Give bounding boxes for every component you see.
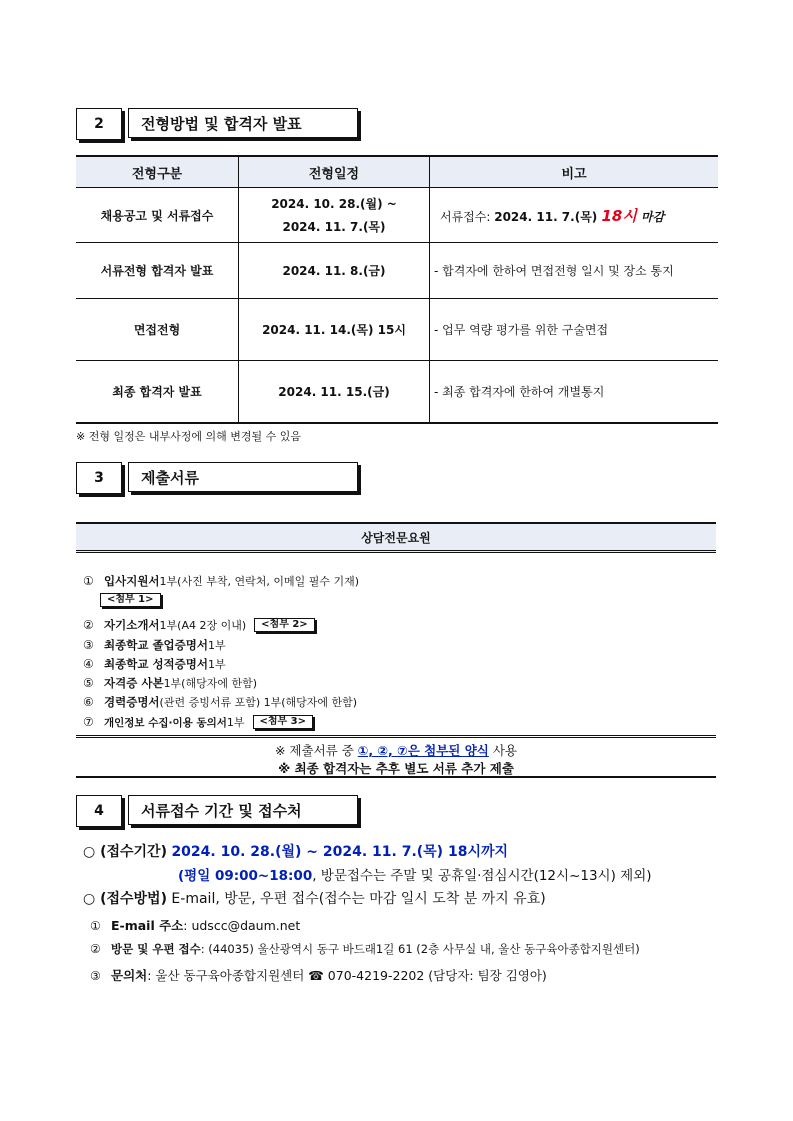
- doc-number: ①: [83, 574, 94, 588]
- contact-value: : 울산 동구육아종합지원센터 ☎ 070-4219-2202 (담당자: 팀장 김영아): [147, 968, 547, 983]
- doc-name: 경력증명서: [104, 695, 160, 709]
- doc-number: ⑤: [83, 676, 94, 690]
- note-suffix: 사용: [488, 743, 517, 758]
- note-attachments: [76, 741, 716, 759]
- note-cell: - 업무 역량 평가를 위한 구술면접: [430, 299, 719, 361]
- doc-item: [83, 573, 359, 589]
- stage-cell: 최종 합격자 발표: [76, 361, 239, 423]
- doc-number: ⑦: [83, 715, 94, 729]
- doc-detail: 1부(사진 부착, 연락처, 이메일 필수 기재): [159, 575, 359, 588]
- period-label: ○ (접수기간): [83, 844, 167, 860]
- period-sub-line: [178, 864, 652, 884]
- method-label: ○ (접수방법): [83, 891, 167, 907]
- note-deadline-time: 18시: [601, 206, 637, 225]
- contact-number: ③: [90, 969, 101, 983]
- date-line: 2024. 10. 28.(월) ~: [271, 197, 397, 211]
- note-prefix: 서류접수:: [440, 209, 495, 224]
- date-cell: [239, 188, 430, 243]
- table-header-row: [76, 156, 718, 188]
- section-title-3: 제출서류: [128, 462, 358, 492]
- header-note: 비고: [430, 156, 719, 188]
- note-cell: [430, 188, 719, 243]
- note-deadline-date: 2024. 11. 7.(목): [494, 209, 602, 224]
- doc-detail: 1부(A4 2장 이내): [159, 619, 247, 632]
- doc-name: 최종학교 성적증명서: [104, 657, 208, 671]
- stage-cell: 면접전형: [76, 299, 239, 361]
- note-highlight: ①, ②, ⑦은 첨부된 양식: [357, 743, 489, 758]
- contact-label: 문의처: [111, 968, 148, 983]
- section-number-4: 4: [76, 795, 122, 827]
- doc-item: [83, 694, 357, 710]
- contact-number: ②: [90, 942, 101, 956]
- section-title-2: 전형방법 및 합격자 발표: [128, 108, 358, 138]
- contact-number: ①: [90, 919, 101, 933]
- table-row: [76, 299, 718, 361]
- header-stage: 전형구분: [76, 156, 239, 188]
- doc-detail: 1부: [207, 658, 226, 671]
- doc-item: [83, 637, 226, 653]
- submission-notes: [76, 735, 716, 778]
- attachment-tag-2: <첨부 2>: [254, 618, 315, 632]
- doc-item: [83, 656, 226, 672]
- position-header: 상담전문요원: [76, 522, 716, 553]
- contact-item: [90, 941, 640, 957]
- contact-item: [90, 966, 547, 984]
- doc-number: ③: [83, 638, 94, 652]
- stage-cell: 서류전형 합격자 발표: [76, 243, 239, 299]
- table-row: [76, 188, 718, 243]
- doc-item: [83, 714, 313, 730]
- weekday-hours: (평일 09:00~18:00: [178, 868, 313, 884]
- doc-name: 입사지원서: [104, 574, 160, 588]
- doc-detail: 1부: [226, 716, 245, 729]
- date-cell: 2024. 11. 8.(금): [239, 243, 430, 299]
- doc-attachment-row: [92, 593, 161, 607]
- date-cell: 2024. 11. 14.(목) 15시: [239, 299, 430, 361]
- doc-name: 개인정보 수집·이용 동의서: [104, 716, 227, 729]
- contact-label: 방문 및 우편 접수: [111, 942, 201, 956]
- visit-exclusion: , 방문접수는 주말 및 공휴일·점심시간(12시~13시) 제외): [312, 868, 652, 884]
- section-number-2: 2: [76, 108, 122, 140]
- doc-item: [83, 617, 315, 633]
- stage-cell: 채용공고 및 서류접수: [76, 188, 239, 243]
- contact-value: : (44035) 울산광역시 동구 바드래1길 61 (2층 사무실 내, 울산 동구육아종합지원센터): [200, 942, 640, 956]
- method-line: [83, 888, 546, 908]
- header-date: 전형일정: [239, 156, 430, 188]
- attachment-tag-3: <첨부 3>: [253, 715, 314, 729]
- doc-number: ⑥: [83, 695, 94, 709]
- schedule-footnote: ※ 전형 일정은 내부사정에 의해 변경될 수 있음: [76, 430, 301, 443]
- doc-detail: 1부: [207, 639, 226, 652]
- period-line: [83, 841, 508, 861]
- schedule-table: [76, 155, 718, 424]
- section-title-4: 서류접수 기간 및 접수처: [128, 795, 358, 825]
- attachment-tag-1: <첨부 1>: [100, 593, 161, 607]
- doc-number: ④: [83, 657, 94, 671]
- doc-number: ②: [83, 618, 94, 632]
- contact-item: [90, 916, 300, 934]
- doc-name: 자기소개서: [104, 618, 160, 632]
- doc-name: 자격증 사본: [104, 676, 164, 690]
- table-row: [76, 243, 718, 299]
- doc-item: [83, 675, 257, 691]
- period-value: 2024. 10. 28.(월) ~ 2024. 11. 7.(목) 18시까지: [171, 844, 509, 860]
- date-line: 2024. 11. 7.(목): [282, 220, 386, 234]
- doc-detail: (관련 증빙서류 포함) 1부(해당자에 한함): [159, 696, 358, 709]
- note-suffix: 마감: [636, 209, 665, 224]
- doc-name: 최종학교 졸업증명서: [104, 638, 208, 652]
- note-cell: - 최종 합격자에 한하여 개별통지: [430, 361, 719, 423]
- table-row: [76, 361, 718, 423]
- note-cell: - 합격자에 한하여 면접전형 일시 및 장소 통지: [430, 243, 719, 299]
- note-prefix: ※ 제출서류 중: [274, 743, 358, 758]
- method-value: E-mail, 방문, 우편 접수(접수는 마감 일시 도착 분 까지 유효): [166, 891, 546, 907]
- date-cell: 2024. 11. 15.(금): [239, 361, 430, 423]
- contact-label: E-mail 주소: [111, 918, 184, 933]
- section-number-3: 3: [76, 462, 122, 494]
- note-final: ※ 최종 합격자는 추후 별도 서류 추가 제출: [278, 761, 514, 776]
- contact-value: : udscc@daum.net: [183, 918, 301, 933]
- doc-detail: 1부(해당자에 한함): [163, 677, 258, 690]
